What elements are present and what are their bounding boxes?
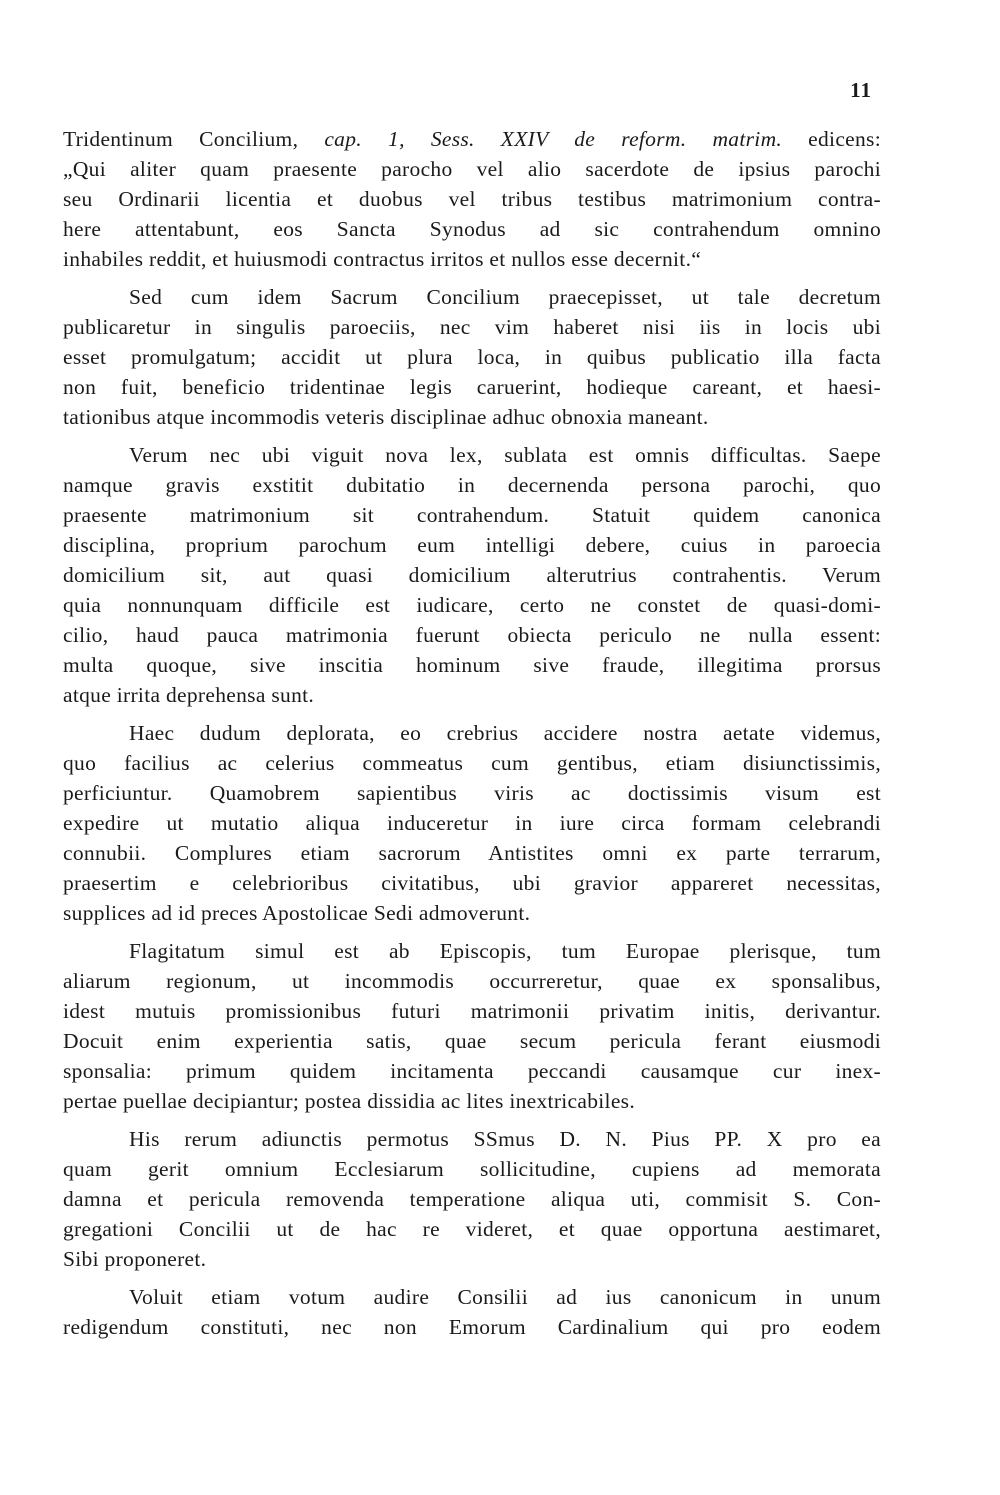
text-segment: here attentabunt, eos Sancta Synodus ad sic contrahendum omnino: [63, 217, 881, 241]
text-line: [63, 1086, 881, 1116]
text-segment: His rerum adiunctis permotus SSmus D. N. Pius PP. X pro ea: [129, 1127, 881, 1151]
paragraph: [63, 282, 881, 432]
text-line: [63, 1184, 881, 1214]
text-line: [63, 372, 881, 402]
text-segment: inhabiles reddit, et huiusmodi contractus irritos et nullos esse decernit.“: [63, 247, 702, 271]
text-segment: aliarum regionum, ut incommodis occurreretur, quae ex sponsalibus,: [63, 969, 881, 993]
text-segment: gregationi Concilii ut de hac re videret, et quae opportuna aestimaret,: [63, 1217, 881, 1241]
text-segment: supplices ad id preces Apostolicae Sedi admoverunt.: [63, 901, 531, 925]
page-number: 11: [850, 78, 872, 102]
text-line: [63, 214, 881, 244]
text-line: [63, 154, 881, 184]
paragraph: [63, 936, 881, 1116]
text-segment: esset promulgatum; accidit ut plura loca, in quibus publicatio illa facta: [63, 345, 881, 369]
paragraph: [63, 1124, 881, 1274]
text-segment: seu Ordinarii licentia et duobus vel tribus testibus matrimonium contra-: [63, 187, 881, 211]
italic-citation: cap. 1, Sess. XXIV de reform. matrim.: [324, 127, 783, 151]
text-line: [63, 1244, 881, 1274]
text-line: [63, 1312, 881, 1342]
text-segment: Docuit enim experientia satis, quae secum pericula ferant eiusmodi: [63, 1029, 881, 1053]
text-segment: multa quoque, sive inscitia hominum sive fraude, illegitima prorsus: [63, 653, 881, 677]
paragraph: [63, 440, 881, 710]
text-segment: idest mutuis promissionibus futuri matrimonii privatim initis, derivantur.: [63, 999, 881, 1023]
text-line: [63, 718, 881, 748]
text-line: [63, 440, 881, 470]
text-segment: perficiuntur. Quamobrem sapientibus viris ac doctissimis visum est: [63, 781, 881, 805]
text-segment: namque gravis exstitit dubitatio in decernenda persona parochi, quo: [63, 473, 881, 497]
text-segment: quam gerit omnium Ecclesiarum sollicitudine, cupiens ad memorata: [63, 1157, 881, 1181]
text-line: [63, 590, 881, 620]
text-segment: connubii. Complures etiam sacrorum Antistites omni ex parte terrarum,: [63, 841, 881, 865]
text-segment: atque irrita deprehensa sunt.: [63, 683, 315, 707]
text-segment: non fuit, beneficio tridentinae legis caruerint, hodieque careant, et haesi-: [63, 375, 881, 399]
text-line: [63, 748, 881, 778]
text-segment: sponsalia: primum quidem incitamenta peccandi causamque cur inex-: [63, 1059, 881, 1083]
text-line: [63, 680, 881, 710]
text-line: [63, 184, 881, 214]
text-segment: domicilium sit, aut quasi domicilium alterutrius contrahentis. Verum: [63, 563, 881, 587]
text-line: [63, 124, 881, 154]
text-line: [63, 1282, 881, 1312]
text-segment: praesente matrimonium sit contrahendum. Statuit quidem canonica: [63, 503, 881, 527]
text-segment: Flagitatum simul est ab Episcopis, tum Europae plerisque, tum: [129, 939, 881, 963]
paragraph: [63, 718, 881, 928]
body-text: [63, 124, 881, 1342]
text-line: [63, 966, 881, 996]
text-line: [63, 312, 881, 342]
text-line: [63, 1154, 881, 1184]
text-segment: praesertim e celebrioribus civitatibus, ubi gravior appareret necessitas,: [63, 871, 881, 895]
text-line: [63, 560, 881, 590]
paragraph: [63, 1282, 881, 1342]
text-segment: edicens:: [782, 127, 881, 151]
text-segment: Sibi proponeret.: [63, 1247, 207, 1271]
text-line: [63, 1056, 881, 1086]
text-line: [63, 1026, 881, 1056]
text-segment: tationibus atque incommodis veteris disciplinae adhuc obnoxia maneant.: [63, 405, 709, 429]
text-line: [63, 898, 881, 928]
text-line: [63, 620, 881, 650]
text-segment: cilio, haud pauca matrimonia fuerunt obiecta periculo ne nulla essent:: [63, 623, 881, 647]
text-line: [63, 500, 881, 530]
text-line: [63, 1214, 881, 1244]
text-line: [63, 402, 881, 432]
text-segment: „Qui aliter quam praesente parocho vel alio sacerdote de ipsius parochi: [63, 157, 881, 181]
text-segment: expedire ut mutatio aliqua induceretur in iure circa formam celebrandi: [63, 811, 881, 835]
text-segment: pertae puellae decipiantur; postea dissidia ac lites inextricabiles.: [63, 1089, 636, 1113]
text-segment: Sed cum idem Sacrum Concilium praecepisset, ut tale decretum: [129, 285, 881, 309]
text-segment: damna et pericula removenda temperatione aliqua uti, commisit S. Con-: [63, 1187, 881, 1211]
text-segment: Tridentinum Concilium,: [63, 127, 325, 151]
text-segment: quo facilius ac celerius commeatus cum gentibus, etiam disiunctissimis,: [63, 751, 881, 775]
text-line: [63, 470, 881, 500]
text-line: [63, 650, 881, 680]
text-line: [63, 530, 881, 560]
text-line: [63, 1124, 881, 1154]
text-line: [63, 778, 881, 808]
text-segment: publicaretur in singulis paroeciis, nec vim haberet nisi iis in locis ubi: [63, 315, 881, 339]
text-segment: Haec dudum deplorata, eo crebrius accidere nostra aetate videmus,: [129, 721, 881, 745]
text-segment: Verum nec ubi viguit nova lex, sublata est omnis difficultas. Saepe: [129, 443, 881, 467]
text-segment: disciplina, proprium parochum eum intelligi debere, cuius in paroecia: [63, 533, 881, 557]
text-line: [63, 342, 881, 372]
text-line: [63, 282, 881, 312]
paragraph: [63, 124, 881, 274]
text-line: [63, 996, 881, 1026]
text-line: [63, 936, 881, 966]
text-line: [63, 808, 881, 838]
text-segment: quia nonnunquam difficile est iudicare, certo ne constet de quasi-domi-: [63, 593, 881, 617]
text-segment: Voluit etiam votum audire Consilii ad ius canonicum in unum: [129, 1285, 881, 1309]
text-segment: redigendum constituti, nec non Emorum Cardinalium qui pro eodem: [63, 1315, 881, 1339]
text-line: [63, 244, 881, 274]
text-line: [63, 868, 881, 898]
text-line: [63, 838, 881, 868]
